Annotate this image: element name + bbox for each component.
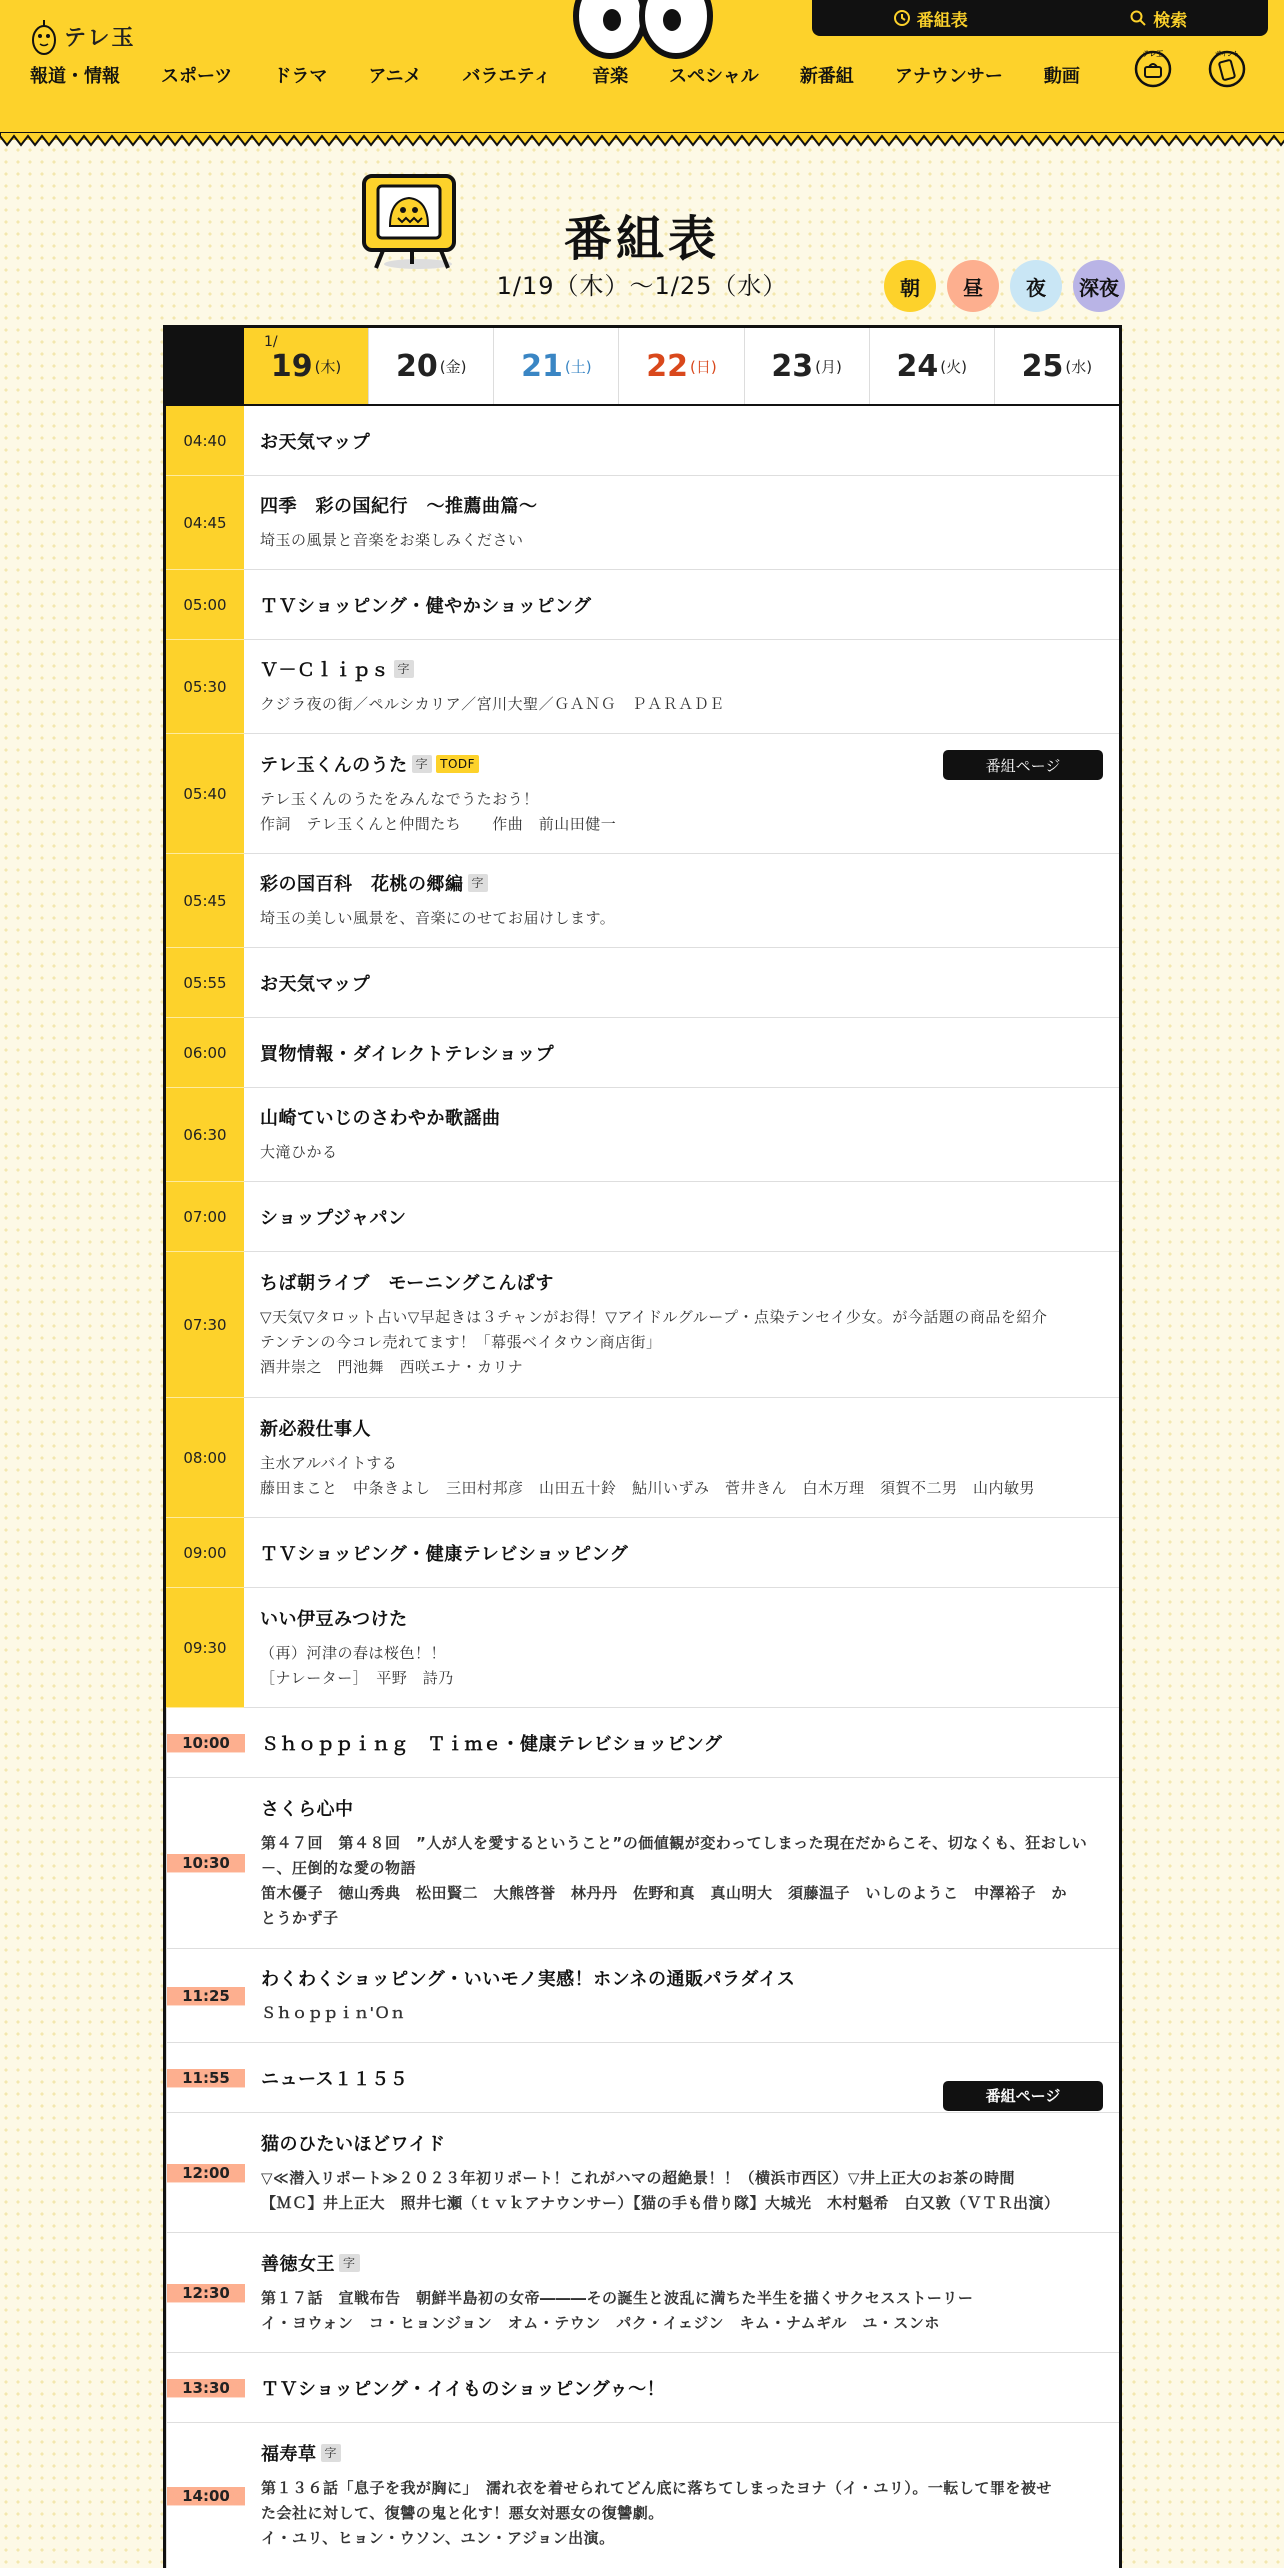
program-description-line: ▽天気▽タロット占い▽早起きは３チャンがお得！▽アイドルグループ・点染テンセイ少女。が今話題の商品を紹介 bbox=[260, 1308, 1048, 1326]
day-tab-24[interactable] bbox=[869, 328, 994, 404]
program-description-line: テンテンの今コレ売れてます！「幕張ベイタウン商店街」 bbox=[260, 1333, 662, 1351]
program-row[interactable] bbox=[166, 2233, 1119, 2353]
day-tab-22[interactable] bbox=[618, 328, 743, 404]
program-row[interactable] bbox=[166, 570, 1119, 640]
program-cell bbox=[245, 2375, 1119, 2401]
day-tab-number: 25 bbox=[1021, 348, 1064, 384]
program-title-line bbox=[261, 2250, 1103, 2276]
program-time: 10:00 bbox=[167, 1734, 245, 1753]
page-title: 番組表 bbox=[563, 211, 720, 267]
program-title[interactable]: さくら心中 bbox=[261, 1799, 354, 1820]
program-description-line: クジラ夜の街／ペルシカリア／宮川大聖／ＧＡＮＧ ＰＡＲＡＤＥ bbox=[260, 695, 725, 713]
program-row[interactable] bbox=[166, 734, 1119, 854]
program-title-line bbox=[260, 1605, 1103, 1631]
nav-item-anime[interactable]: アニメ bbox=[368, 66, 422, 87]
program-description-line: 作詞 テレ玉くんと仲間たち 作曲 前山田健一 bbox=[260, 814, 617, 833]
nav-item-news[interactable]: 報道・情報 bbox=[30, 66, 120, 87]
main-nav bbox=[30, 60, 1080, 90]
program-description bbox=[261, 1831, 1103, 1931]
program-cell bbox=[245, 2065, 1119, 2105]
program-title[interactable]: ＴＶショッピング・健康テレビショッピング bbox=[260, 1543, 629, 1565]
nav-item-special[interactable]: スペシャル bbox=[669, 66, 759, 87]
filter-evening[interactable]: 夜 bbox=[1010, 260, 1062, 312]
program-time: 11:55 bbox=[167, 2069, 245, 2088]
program-description-line: イ・ヨウォン コ・ヒョンジョン オム・テウン パク・イェジン キム・ナムギル ユ・スンホ bbox=[261, 2313, 940, 2332]
program-cell bbox=[245, 1965, 1119, 2026]
program-row[interactable] bbox=[166, 640, 1119, 734]
teletama-mascot-icon bbox=[30, 16, 58, 56]
program-description bbox=[260, 1305, 1103, 1380]
program-title[interactable]: 彩の国百科 花桃の郷編 bbox=[260, 874, 464, 895]
program-time: 14:00 bbox=[167, 2487, 245, 2506]
program-time: 04:40 bbox=[166, 406, 244, 476]
program-row[interactable] bbox=[166, 2423, 1119, 2568]
program-cell bbox=[244, 1518, 1119, 1587]
tv-mascot-illustration bbox=[354, 168, 464, 270]
program-row[interactable] bbox=[166, 1182, 1119, 1252]
header-zigzag-edge bbox=[0, 132, 1284, 150]
program-time: 10:30 bbox=[167, 1854, 245, 1873]
program-title[interactable]: お天気マップ bbox=[260, 431, 371, 453]
program-title-line bbox=[260, 1040, 1103, 1066]
program-title-line bbox=[261, 1965, 1103, 1991]
program-time: 05:30 bbox=[166, 640, 244, 734]
day-tab-number: 20 bbox=[395, 348, 438, 384]
program-row[interactable] bbox=[166, 1588, 1119, 1708]
subtitle-badge: 字 bbox=[339, 2254, 360, 2272]
day-tab-number: 24 bbox=[896, 348, 939, 384]
program-title-line bbox=[260, 1415, 1103, 1441]
program-row[interactable] bbox=[166, 1949, 1119, 2043]
site-logo[interactable] bbox=[30, 16, 136, 56]
program-cell bbox=[245, 1795, 1119, 1931]
program-description-line: 酒井崇之 門池舞 西咲エナ・カリナ bbox=[260, 1358, 524, 1376]
subtitle-badge: 字 bbox=[321, 2444, 342, 2462]
program-title-line bbox=[261, 2130, 1103, 2156]
program-title-line bbox=[260, 1269, 1103, 1295]
day-tabs bbox=[166, 328, 1119, 406]
day-tabs-corner bbox=[166, 328, 244, 404]
program-title[interactable]: いい伊豆みつけた bbox=[260, 1608, 408, 1630]
program-description-line: Ｓｈｏｐｐｉｎ'Ｏｎ bbox=[261, 2004, 406, 2022]
program-cell bbox=[244, 1088, 1119, 1181]
program-row[interactable] bbox=[166, 1778, 1119, 1949]
day-tab-weekday: (月) bbox=[815, 357, 842, 376]
program-title[interactable]: お天気マップ bbox=[260, 973, 371, 995]
program-title-line bbox=[261, 1795, 1103, 1821]
program-title-line bbox=[261, 1730, 1103, 1756]
program-row[interactable] bbox=[166, 1088, 1119, 1182]
program-time: 12:30 bbox=[167, 2284, 245, 2303]
program-page-button[interactable]: 番組ページ bbox=[943, 2081, 1103, 2111]
point-badge-icon[interactable] bbox=[1204, 46, 1250, 92]
schedule-link[interactable] bbox=[893, 6, 968, 31]
program-description-line: た会社に対して、復讐の鬼と化す！悪女対悪女の復讐劇。 bbox=[261, 2504, 664, 2522]
program-cell bbox=[244, 1398, 1119, 1517]
program-row[interactable] bbox=[166, 1398, 1119, 1518]
program-description-line: －、圧倒的な愛の物語 bbox=[261, 1859, 417, 1877]
day-tab-20[interactable] bbox=[368, 328, 493, 404]
top-utility-bar bbox=[812, 0, 1268, 36]
search-link[interactable] bbox=[1129, 6, 1187, 31]
program-time: 07:30 bbox=[166, 1252, 244, 1398]
todf-badge: TODF bbox=[436, 755, 479, 773]
program-row[interactable] bbox=[166, 406, 1119, 476]
day-tab-23[interactable] bbox=[744, 328, 869, 404]
nav-item-new-programs[interactable]: 新番組 bbox=[799, 66, 854, 87]
day-tab-number: 22 bbox=[646, 348, 688, 384]
teletama-badge-icon[interactable] bbox=[1130, 46, 1176, 92]
day-tab-weekday: (金) bbox=[439, 357, 467, 376]
program-title[interactable]: 山崎ていじのさわやか歌謡曲 bbox=[260, 1108, 501, 1129]
program-time: 09:00 bbox=[166, 1518, 244, 1588]
program-description bbox=[260, 787, 1103, 837]
program-cell bbox=[244, 948, 1119, 1017]
program-description bbox=[260, 692, 1103, 717]
day-tab-21[interactable] bbox=[493, 328, 618, 404]
program-list bbox=[166, 406, 1119, 2568]
program-cell bbox=[244, 476, 1119, 569]
program-time: 06:00 bbox=[166, 1018, 244, 1088]
day-tab-weekday: (日) bbox=[690, 357, 717, 376]
program-title[interactable]: 善徳女王 bbox=[261, 2253, 335, 2275]
program-row[interactable] bbox=[166, 948, 1119, 1018]
program-title-line bbox=[261, 2440, 1103, 2466]
date-range: 1/19（木）〜1/25（水） bbox=[496, 272, 788, 300]
program-description-line: 埼玉の美しい風景を、音楽にのせてお届けします。 bbox=[260, 909, 616, 927]
program-title[interactable]: 四季 彩の国紀行 ～推薦曲篇～ bbox=[260, 496, 538, 517]
program-title[interactable]: ＴＶショッピング・イイものショッピングゥ～！ bbox=[261, 2378, 666, 2400]
program-row[interactable] bbox=[166, 2353, 1119, 2423]
filter-morning[interactable]: 朝 bbox=[884, 260, 936, 312]
nav-item-variety[interactable]: バラエティ bbox=[462, 66, 552, 87]
program-description bbox=[260, 1641, 1103, 1691]
program-row[interactable] bbox=[166, 2043, 1119, 2113]
program-cell bbox=[244, 734, 1119, 853]
clock-icon bbox=[893, 9, 911, 27]
program-cell bbox=[245, 2130, 1119, 2216]
program-title[interactable]: 福寿草 bbox=[261, 2444, 317, 2465]
mascot-eyes-icon bbox=[568, 0, 718, 60]
site-header bbox=[0, 0, 1284, 140]
program-description-line: 第１７話 宣戦布告 朝鮮半島初の女帝―――その誕生と波乱に満ちた半生を描くサクセスストーリー bbox=[261, 2288, 974, 2307]
program-time: 05:40 bbox=[166, 734, 244, 854]
program-time: 08:00 bbox=[166, 1398, 244, 1518]
program-title-line bbox=[260, 592, 1103, 618]
program-description-line: 第１３６話「息子を我が胸に」 濡れ衣を着せられてどん底に落ちてしまったヨナ（イ・ユリ）。一転して罪を被せ bbox=[261, 2479, 1052, 2497]
program-time: 11:25 bbox=[167, 1987, 245, 2006]
program-title[interactable]: ＴＶショッピング・健やかショッピング bbox=[260, 595, 592, 617]
program-description-line: 主水アルバイトする bbox=[260, 1453, 398, 1472]
program-description-line: 笛木優子 徳山秀典 松田賢二 大熊啓誉 林丹丹 佐野和真 真山明大 須藤温子 いしのようこ 中澤裕子 か bbox=[261, 1884, 1068, 1902]
day-tab-weekday: (水) bbox=[1065, 357, 1093, 376]
program-title-line bbox=[260, 1204, 1103, 1230]
program-row[interactable] bbox=[166, 1518, 1119, 1588]
day-tab-weekday: (木) bbox=[314, 357, 342, 376]
svg-text:ポイント: ポイント bbox=[1214, 51, 1240, 58]
program-description-line: ▽≪潜入リポート≫２０２３年初リポート！これがハマの超絶景！！（横浜市西区）▽井上正大のお茶の時間 bbox=[261, 2168, 1015, 2187]
program-description bbox=[260, 906, 1103, 931]
program-time: 13:30 bbox=[167, 2379, 245, 2398]
program-cell bbox=[244, 640, 1119, 733]
program-description bbox=[260, 1140, 1103, 1165]
program-time: 06:30 bbox=[166, 1088, 244, 1182]
program-cell bbox=[244, 1252, 1119, 1397]
schedule-link-label: 番組表 bbox=[916, 10, 968, 31]
day-tab-number: 23 bbox=[771, 348, 814, 384]
program-cell bbox=[245, 1730, 1119, 1756]
program-time: 04:45 bbox=[166, 476, 244, 570]
program-description-line: 大滝ひかる bbox=[260, 1143, 338, 1161]
program-cell bbox=[244, 570, 1119, 639]
nav-item-sports[interactable]: スポーツ bbox=[161, 66, 233, 87]
program-time: 05:00 bbox=[166, 570, 244, 640]
search-link-label: 検索 bbox=[1153, 10, 1188, 31]
program-description-line: 埼玉の風景と音楽をお楽しみください bbox=[260, 531, 524, 549]
subtitle-badge: 字 bbox=[394, 660, 415, 678]
program-cell bbox=[244, 1018, 1119, 1087]
program-title-line bbox=[260, 428, 1103, 454]
program-title[interactable]: テレ玉くんのうた bbox=[260, 754, 408, 776]
program-title[interactable]: ニュース１１５５ bbox=[261, 2068, 409, 2090]
program-description bbox=[260, 528, 1103, 553]
program-title[interactable]: 買物情報・ダイレクトテレショップ bbox=[260, 1043, 555, 1065]
program-description-line: （再）河津の春は桜色！！ bbox=[260, 1643, 447, 1662]
program-time: 05:45 bbox=[166, 854, 244, 948]
program-title-line bbox=[260, 970, 1103, 996]
filter-late-night[interactable]: 深夜 bbox=[1073, 260, 1125, 312]
day-tab-month: 1/ bbox=[264, 334, 278, 350]
nav-item-music[interactable]: 音楽 bbox=[592, 66, 629, 87]
program-cell bbox=[244, 854, 1119, 947]
program-title[interactable]: 猫のひたいほどワイド bbox=[261, 2133, 446, 2155]
program-cell bbox=[244, 1182, 1119, 1251]
program-description bbox=[261, 2166, 1103, 2216]
program-cell bbox=[244, 1588, 1119, 1707]
nav-item-drama[interactable]: ドラマ bbox=[273, 66, 328, 87]
program-row[interactable] bbox=[166, 476, 1119, 570]
program-title-line bbox=[260, 1104, 1103, 1130]
program-title-line bbox=[261, 2375, 1103, 2401]
program-cell bbox=[245, 2440, 1119, 2551]
program-title-line bbox=[260, 656, 1103, 682]
search-icon bbox=[1129, 9, 1147, 27]
program-description-line: 第４７回 第４８回 ”人が人を愛するということ”の価値観が変わってしまった現在だからこそ、切なくも、狂おしい bbox=[261, 1834, 1088, 1852]
program-time: 07:00 bbox=[166, 1182, 244, 1252]
program-time: 12:00 bbox=[167, 2164, 245, 2183]
program-row[interactable] bbox=[166, 1708, 1119, 1778]
program-title[interactable]: ショップジャパン bbox=[260, 1207, 407, 1229]
program-description bbox=[260, 1451, 1103, 1501]
program-row[interactable] bbox=[166, 1252, 1119, 1398]
program-description-line: ［ナレーター］ 平野 詩乃 bbox=[260, 1668, 454, 1687]
program-description-line: とうかず子 bbox=[261, 1909, 339, 1927]
program-description-line: テレ玉くんのうたをみんなでうたおう！ bbox=[260, 789, 539, 808]
program-title[interactable]: ちば朝ライブ モーニングこんぱす bbox=[260, 1273, 554, 1294]
program-description bbox=[261, 2476, 1103, 2551]
program-row[interactable] bbox=[166, 2113, 1119, 2233]
program-description bbox=[261, 2286, 1103, 2336]
program-time: 05:55 bbox=[166, 948, 244, 1018]
program-page-button[interactable]: 番組ページ bbox=[943, 750, 1103, 780]
site-logo-text: テレ玉 bbox=[64, 25, 136, 51]
nav-item-videos[interactable]: 動画 bbox=[1043, 66, 1080, 87]
program-row[interactable] bbox=[166, 1018, 1119, 1088]
subtitle-badge: 字 bbox=[468, 874, 489, 892]
program-title[interactable]: わくわくショッピング・いいモノ実感！ホンネの通販パラダイス bbox=[261, 1969, 796, 1990]
program-title[interactable]: Ｖ－Ｃｌｉｐｓ bbox=[260, 660, 390, 681]
time-of-day-filters bbox=[884, 260, 1125, 312]
svg-text:テレ玉: テレ玉 bbox=[1142, 50, 1164, 58]
day-tab-number: 21 bbox=[521, 348, 563, 384]
program-title-line bbox=[260, 1540, 1103, 1566]
program-time: 09:30 bbox=[166, 1588, 244, 1708]
day-tab-25[interactable] bbox=[994, 328, 1119, 404]
program-description-line: 藤田まこと 中条きよし 三田村邦彦 山田五十鈴 鮎川いずみ 菅井きん 白木万理 須賀不二男 山内敏男 bbox=[260, 1478, 1036, 1497]
subtitle-badge: 字 bbox=[412, 755, 433, 773]
day-tab-number: 19 bbox=[270, 348, 313, 384]
day-tab-19[interactable] bbox=[244, 328, 368, 404]
program-description-line: イ・ユリ、ヒョン・ウソン、ユン・アジョン出演。 bbox=[261, 2529, 615, 2547]
program-cell bbox=[244, 406, 1119, 475]
program-title[interactable]: 新必殺仕事人 bbox=[260, 1418, 371, 1440]
day-tab-weekday: (土) bbox=[564, 357, 592, 376]
program-cell bbox=[245, 2250, 1119, 2336]
program-title[interactable]: Ｓｈｏｐｐｉｎｇ Ｔｉｍｅ・健康テレビショッピング bbox=[261, 1733, 723, 1755]
filter-daytime[interactable]: 昼 bbox=[947, 260, 999, 312]
program-title-line bbox=[260, 870, 1103, 896]
day-tab-weekday: (火) bbox=[940, 357, 967, 376]
program-schedule bbox=[163, 325, 1122, 2568]
nav-item-announcers[interactable]: アナウンサー bbox=[894, 66, 1003, 87]
program-description-line: 【ＭＣ】井上正大 照井七瀬（ｔｖｋアナウンサー）【猫の手も借り隊】大城光 木村魁希 白又敦（ＶＴＲ出演） bbox=[261, 2193, 1060, 2212]
program-description bbox=[261, 2001, 1103, 2026]
program-title-line bbox=[260, 492, 1103, 518]
program-row[interactable] bbox=[166, 854, 1119, 948]
